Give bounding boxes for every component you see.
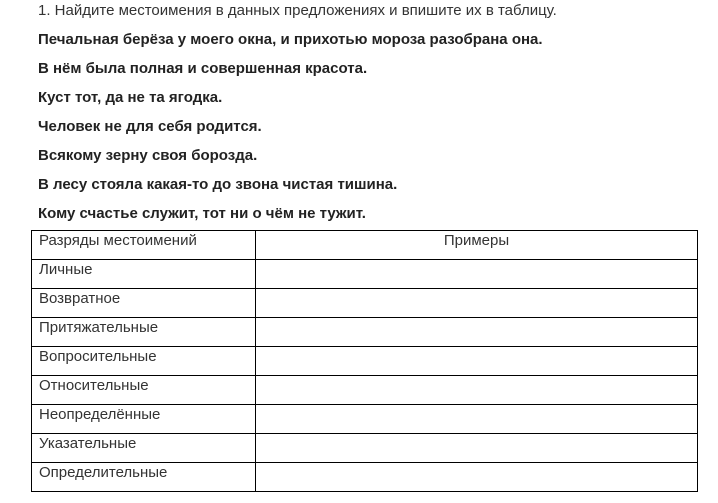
category-cell: Определительные: [32, 463, 256, 492]
header-category: Разряды местоимений: [32, 231, 256, 260]
category-cell: Возвратное: [32, 289, 256, 318]
sentence: Кому счастье служит, тот ни о чём не тужит.: [38, 205, 366, 222]
examples-cell[interactable]: [256, 376, 698, 405]
examples-cell[interactable]: [256, 289, 698, 318]
table-row: [32, 463, 698, 492]
sentence: Человек не для себя родится.: [38, 118, 262, 135]
table-row: [32, 347, 698, 376]
category-cell: Указательные: [32, 434, 256, 463]
examples-cell[interactable]: [256, 318, 698, 347]
examples-cell[interactable]: [256, 463, 698, 492]
pronoun-table: [31, 230, 698, 492]
table-row: [32, 405, 698, 434]
category-cell: Вопросительные: [32, 347, 256, 376]
category-cell: Личные: [32, 260, 256, 289]
header-examples: Примеры: [256, 231, 698, 260]
examples-cell[interactable]: [256, 260, 698, 289]
examples-cell[interactable]: [256, 347, 698, 376]
sentence: В лесу стояла какая-то до звона чистая тишина.: [38, 176, 398, 193]
sentence: В нём была полная и совершенная красота.: [38, 60, 368, 77]
table-row: [32, 289, 698, 318]
table-row: [32, 260, 698, 289]
sentence-list: [38, 31, 543, 234]
pronoun-table-container: [31, 230, 697, 492]
examples-cell[interactable]: [256, 434, 698, 463]
table-row: [32, 318, 698, 347]
examples-cell[interactable]: [256, 405, 698, 434]
sentence: Всякому зерну своя борозда.: [38, 147, 258, 164]
task-title: 1. Найдите местоимения в данных предложениях и впишите их в таблицу.: [38, 2, 557, 19]
category-cell: Относительные: [32, 376, 256, 405]
table-row: [32, 434, 698, 463]
table-header-row: [32, 231, 698, 260]
category-cell: Неопределённые: [32, 405, 256, 434]
sentence: Печальная берёза у моего окна, и прихотью мороза разобрана она.: [38, 31, 543, 48]
table-row: [32, 376, 698, 405]
category-cell: Притяжательные: [32, 318, 256, 347]
sentence: Куст тот, да не та ягодка.: [38, 89, 223, 106]
